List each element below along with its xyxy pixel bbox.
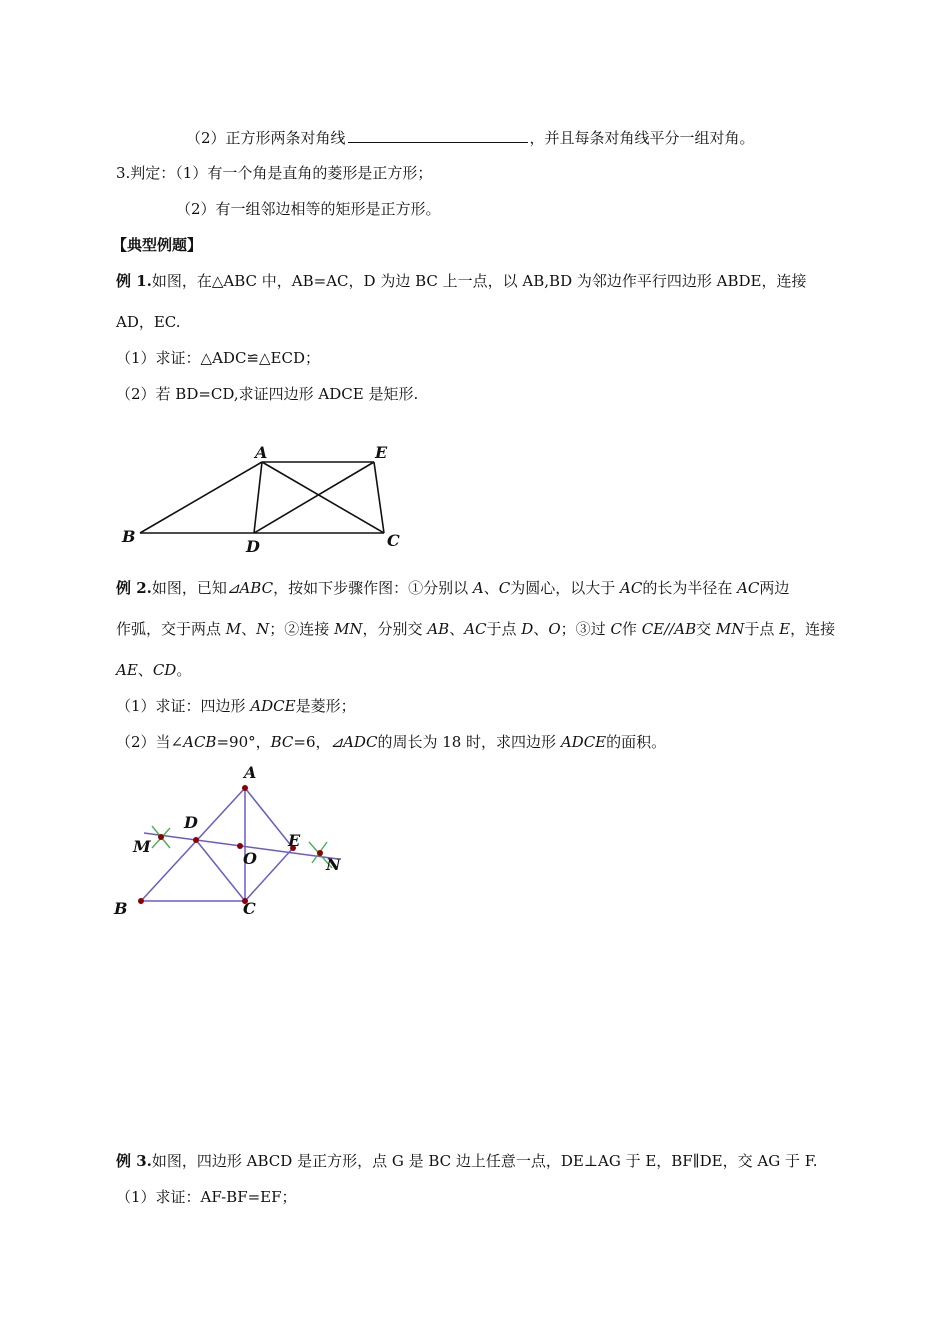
math: AC: [464, 620, 487, 638]
example-2-question-1: [116, 696, 356, 716]
text: 两边: [759, 579, 790, 597]
text: 作: [621, 620, 642, 638]
text: 为圆心，以大于: [510, 579, 620, 597]
label-d: D: [184, 813, 198, 832]
text: 于点: [744, 620, 780, 638]
example-3-label: 例 3.: [116, 1152, 152, 1170]
label-m: M: [133, 837, 151, 856]
text: =90°，: [216, 733, 271, 751]
math: AC: [620, 579, 643, 597]
segment-ad: [254, 462, 262, 533]
example-2-label: 例 2.: [116, 579, 152, 597]
label-c: C: [387, 531, 400, 550]
text: 作弧，交于两点: [116, 620, 226, 638]
label-a: A: [244, 763, 257, 782]
section-title: 【典型例题】: [112, 236, 203, 254]
math: M: [225, 620, 242, 638]
math: AE: [116, 661, 138, 679]
example-2-question-2: [116, 732, 666, 752]
example-2-line-1: [116, 578, 789, 598]
point-d: [193, 837, 199, 843]
text: ；②连接: [269, 620, 335, 638]
example-3-question-1: （1）求证：AF-BF=EF；: [116, 1188, 297, 1206]
math: ⊿ADC: [330, 733, 378, 751]
text: =6，: [293, 733, 331, 751]
math: E: [779, 620, 791, 638]
text: 的周长为 18 时，求四边形: [377, 733, 561, 751]
fill-in-blank: [348, 128, 528, 143]
label-d: D: [246, 537, 260, 556]
property-item-2: [186, 128, 755, 148]
text: 交: [696, 620, 716, 638]
math: CE//AB: [641, 620, 697, 638]
text: 如图，已知: [151, 579, 227, 597]
segment-ac: [262, 462, 384, 533]
judgement-line-2: （2）有一组邻边相等的矩形是正方形。: [176, 200, 441, 218]
text: 、: [533, 620, 549, 638]
example-1-label: 例 1.: [116, 272, 152, 290]
example-1-text-1: 如图，在△ABC 中，AB=AC，D 为边 BC 上一点，以 AB,BD 为邻边作平行四边形 ABDE，连接: [151, 272, 807, 290]
segment-ed: [254, 462, 374, 533]
label-a: A: [255, 443, 268, 462]
text: 于点: [486, 620, 522, 638]
math: ⊿ABC: [226, 579, 274, 597]
property-item-2-before: （2）正方形两条对角线: [186, 129, 346, 147]
math: MN: [334, 620, 363, 638]
segment-dc: [196, 840, 245, 901]
text: 是菱形；: [295, 697, 356, 715]
text: ；③过: [560, 620, 611, 638]
math: BC: [270, 733, 294, 751]
math: O: [548, 620, 561, 638]
math: C: [498, 579, 511, 597]
math: AB: [427, 620, 450, 638]
label-o: O: [243, 849, 257, 868]
segment-ae: [245, 788, 293, 848]
math: A: [472, 579, 484, 597]
property-item-2-after: ，并且每条对角线平分一组对角。: [529, 129, 755, 147]
segment-ec: [374, 462, 384, 533]
point-n: [317, 850, 323, 856]
label-c: C: [243, 899, 256, 918]
judgement-line-1: 3.判定：（1）有一个角是直角的菱形是正方形；: [116, 164, 433, 182]
text: （1）求证：四边形: [116, 697, 251, 715]
text: ，连接: [790, 620, 836, 638]
example-2-figure: [110, 760, 370, 920]
example-1-figure: [110, 440, 410, 560]
text: 。: [176, 661, 192, 679]
segment-ab: [140, 462, 262, 533]
label-b: B: [122, 527, 136, 546]
example-3-text-1: 如图，四边形 ABCD 是正方形，点 G 是 BC 边上任意一点，DE⊥AG 于 E，BF∥DE，交 AG 于 F.: [151, 1152, 818, 1170]
math: ACB: [183, 733, 217, 751]
label-e: E: [375, 443, 388, 462]
text: （2）当∠: [116, 733, 184, 751]
math: N: [256, 620, 270, 638]
text: 的面积。: [606, 733, 667, 751]
text: 、: [483, 579, 499, 597]
text: ，分别交: [362, 620, 428, 638]
point-m: [158, 834, 164, 840]
text: 、: [241, 620, 257, 638]
math: ADCE: [560, 733, 607, 751]
label-n: N: [326, 855, 341, 874]
math: AC: [737, 579, 760, 597]
math: MN: [715, 620, 745, 638]
point-b: [138, 898, 144, 904]
example-1-question-1: （1）求证：△ADC≌△ECD；: [116, 349, 320, 367]
math: CD: [152, 661, 177, 679]
example-1-line-1: [116, 271, 806, 291]
example-1-line-2: AD，EC.: [116, 313, 181, 331]
example-2-line-3: [116, 660, 191, 680]
text: 、: [137, 661, 153, 679]
math: ADCE: [250, 697, 296, 715]
example-2-line-2: [116, 619, 835, 639]
text: 、: [449, 620, 465, 638]
text: 的长为半径在: [642, 579, 738, 597]
text: ，按如下步骤作图：①分别以: [273, 579, 473, 597]
label-b: B: [114, 899, 128, 918]
math: C: [610, 620, 622, 638]
math: D: [521, 620, 534, 638]
label-e: E: [288, 831, 301, 850]
example-3-line-1: [116, 1151, 818, 1171]
example-1-question-2: （2）若 BD=CD,求证四边形 ADCE 是矩形.: [116, 385, 419, 403]
point-a: [242, 785, 248, 791]
